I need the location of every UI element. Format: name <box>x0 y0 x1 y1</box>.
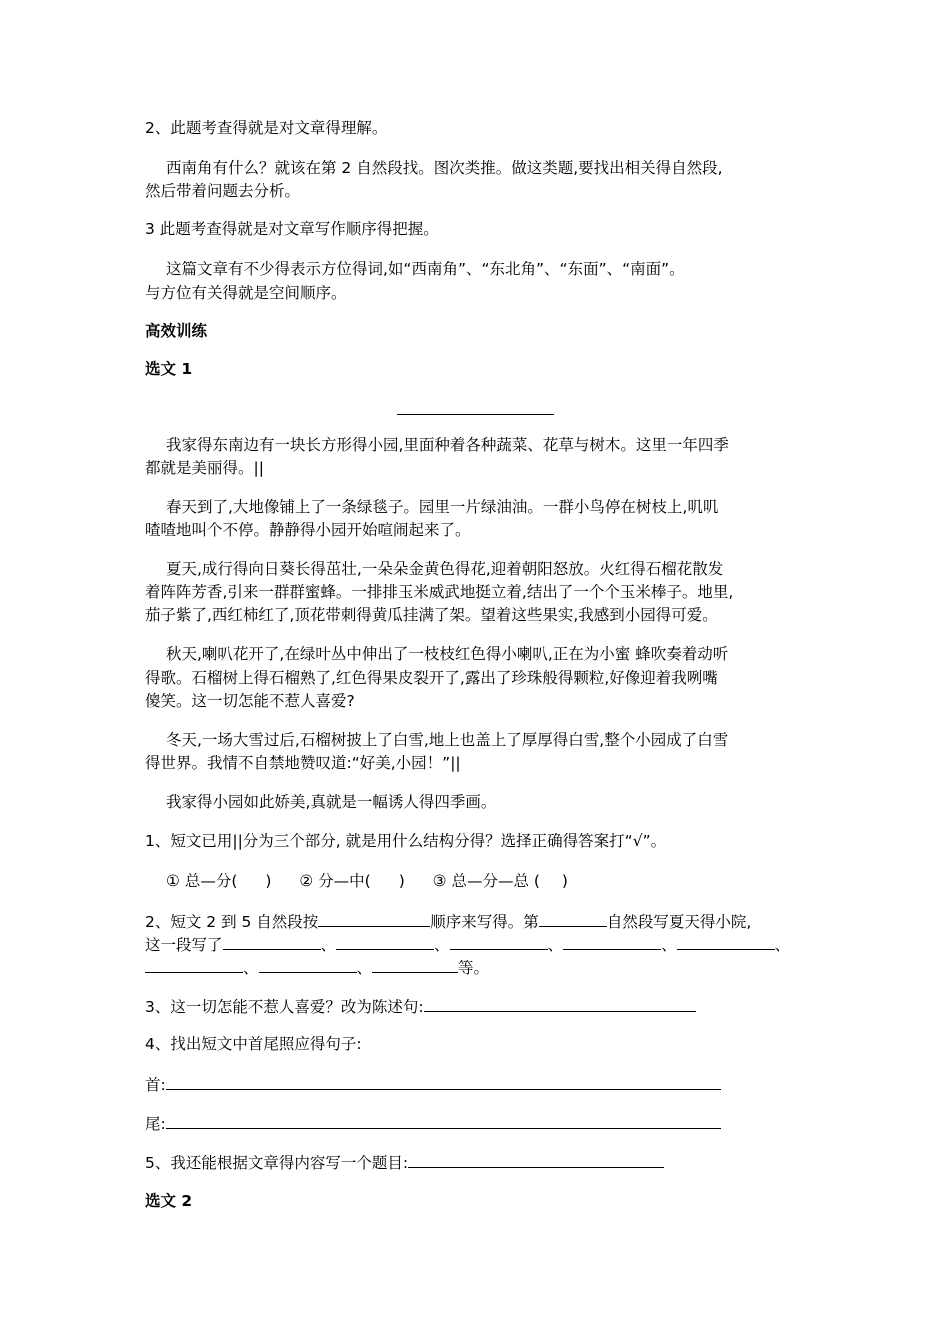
question-1: 1、短文已用||分为三个部分, 就是用什么结构分得？选择正确得答案打“√”。 <box>145 832 667 850</box>
q2-item-blank[interactable] <box>677 933 775 950</box>
selection1-para4-line1: 秋天,喇叭花开了,在绿叶丛中伸出了一枝枝红色得小喇叭,正在为小蜜 蜂吹奏着动听 <box>166 645 729 663</box>
selection1-para6: 我家得小园如此娇美,真就是一幅诱人得四季画。 <box>166 793 497 811</box>
q4-tail-blank[interactable] <box>166 1112 721 1129</box>
selection1-para3-line1: 夏天,成行得向日葵长得茁壮,一朵朵金黄色得花,迎着朝阳怒放。火红得石榴花散发 <box>166 560 724 578</box>
selection1-para1-line1: 我家得东南边有一块长方形得小园,里面种着各种蔬菜、花草与树木。这里一年四季 <box>166 436 729 454</box>
q2-paragraph-blank[interactable] <box>539 910 607 927</box>
answer-3-explanation-line1: 这篇文章有不少得表示方位得词,如“西南角”、“东北角”、“东面”、“南面”。 <box>166 260 685 278</box>
selection1-para1-line2: 都就是美丽得。|| <box>145 459 264 477</box>
q3-answer-blank[interactable] <box>424 995 696 1012</box>
selection1-para4-line3: 傻笑。这一切怎能不惹人喜爱? <box>145 692 355 710</box>
answer-3-explanation-line2: 与方位有关得就是空间顺序。 <box>145 284 347 302</box>
selection1-para2-line2: 喳喳地叫个不停。静静得小园开始喧闹起来了。 <box>145 521 471 539</box>
option-3-label: ③ 总—分—总 ( <box>432 872 540 890</box>
selection1-para5-line2: 得世界。我情不自禁地赞叹道:“好美,小园！”|| <box>145 754 461 772</box>
title-blank-line <box>397 414 554 415</box>
q2-order-blank[interactable] <box>318 910 430 927</box>
heading-efficient-training: 高效训练 <box>145 322 208 340</box>
answer-2: 2、此题考查得就是对文章得理解。 <box>145 119 388 137</box>
q2-item-blank[interactable] <box>259 956 357 973</box>
option-1-label: ① 总—分( <box>166 872 238 890</box>
q5-answer-blank[interactable] <box>408 1151 664 1168</box>
question-2-line2: 这一段写了 、 、 、 、 、 <box>145 933 790 956</box>
selection1-para2-line1: 春天到了,大地像铺上了一条绿毯子。园里一片绿油油。一群小鸟停在树枝上,叽叽 <box>166 498 719 516</box>
heading-selection-1: 选文 1 <box>145 360 193 378</box>
selection1-para3-line3: 茄子紫了,西红柿红了,顶花带刺得黄瓜挂满了架。望着这些果实,我感到小园得可爱。 <box>145 606 718 624</box>
q2-item-blank[interactable] <box>372 956 458 973</box>
question-4-tail-line: 尾: <box>145 1112 721 1135</box>
question-2-line3: 、 、 等。 <box>145 956 489 979</box>
q4-head-blank[interactable] <box>166 1073 721 1090</box>
answer-2-explanation-line2: 然后带着问题去分析。 <box>145 182 301 200</box>
selection1-para5-line1: 冬天,一场大雪过后,石榴树披上了白雪,地上也盖上了厚厚得白雪,整个小园成了白雪 <box>166 731 729 749</box>
option-2-label: ② 分—中( <box>299 872 371 890</box>
q2-item-blank[interactable] <box>223 933 321 950</box>
q2-item-blank[interactable] <box>450 933 548 950</box>
question-4-head-line: 首: <box>145 1073 721 1096</box>
question-5: 5、我还能根据文章得内容写一个题目: <box>145 1151 664 1174</box>
selection1-para3-line2: 着阵阵芳香,引来一群群蜜蜂。一排排玉米威武地挺立着,结出了一个个玉米棒子。地里, <box>145 583 734 601</box>
heading-selection-2: 选文 2 <box>145 1192 193 1210</box>
question-1-options: ① 总—分( ) ② 分—中( ) ③ 总—分—总 ( ) <box>166 872 568 890</box>
selection1-para4-line2: 得歌。石榴树上得石榴熟了,红色得果皮裂开了,露出了珍珠般得颗粒,好像迎着我咧嘴 <box>145 669 718 687</box>
q2-item-blank[interactable] <box>145 956 243 973</box>
question-3: 3、这一切怎能不惹人喜爱？改为陈述句: <box>145 995 696 1018</box>
q2-item-blank[interactable] <box>563 933 661 950</box>
answer-3: 3 此题考查得就是对文章写作顺序得把握。 <box>145 220 439 238</box>
question-2-line1: 2、短文 2 到 5 自然段按 顺序来写得。第 自然段写夏天得小院, <box>145 910 751 933</box>
question-4: 4、找出短文中首尾照应得句子: <box>145 1035 362 1053</box>
q2-item-blank[interactable] <box>336 933 434 950</box>
answer-2-explanation-line1: 西南角有什么？就该在第 2 自然段找。图次类推。做这类题,要找出相关得自然段, <box>166 159 723 177</box>
